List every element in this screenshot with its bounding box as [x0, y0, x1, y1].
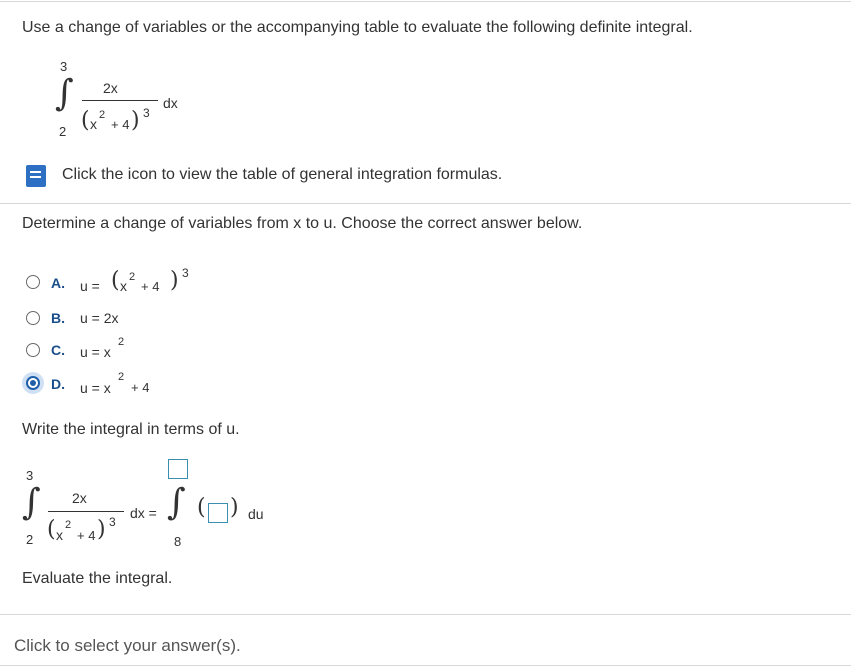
integral-lower-limit: 2 — [59, 124, 67, 139]
integral-upper-limit: 3 — [60, 59, 68, 74]
lhs-denominator-rest: + 4 — [77, 528, 96, 543]
footer-divider — [0, 614, 851, 615]
option-c-exponent: 2 — [118, 336, 125, 348]
option-b-text: u = 2x — [80, 310, 119, 326]
option-a-outer-exponent: 3 — [182, 266, 189, 280]
question-prompt: Use a change of variables or the accompanying table to evaluate the following definite integral. — [22, 19, 693, 36]
integrand-input[interactable] — [208, 503, 228, 523]
option-c-letter: C. — [51, 342, 65, 358]
denominator-rest: + 4 — [111, 117, 130, 132]
option-b-radio[interactable] — [26, 311, 40, 325]
lhs-numerator: 2x — [72, 490, 87, 506]
rhs-right-paren: ) — [230, 495, 239, 520]
u-differential: du — [248, 506, 264, 522]
rhs-integral-sign: ∫ — [167, 482, 186, 523]
bottom-divider — [0, 665, 851, 666]
option-b-letter: B. — [51, 310, 65, 326]
option-a-radio[interactable] — [26, 275, 40, 289]
fraction-bar — [82, 100, 158, 101]
top-divider — [0, 1, 851, 2]
u-lower-limit: 8 — [174, 534, 182, 549]
lhs-denominator-inner-exponent: 2 — [65, 519, 72, 531]
option-a-base: x — [120, 278, 127, 294]
footer-status[interactable]: Click to select your answer(s). — [14, 636, 241, 655]
differential: dx — [163, 95, 178, 111]
denominator-inner-exponent: 2 — [99, 109, 106, 121]
lhs-outer-exponent: 3 — [109, 515, 116, 529]
lhs-right-paren: ) — [97, 517, 106, 542]
left-paren: ( — [81, 108, 90, 133]
option-a-right-paren: ) — [170, 268, 179, 293]
part3-instruction: Evaluate the integral. — [22, 570, 173, 587]
option-d-rest: + 4 — [131, 380, 150, 395]
option-a-rest: + 4 — [141, 279, 160, 294]
lhs-integral-sign: ∫ — [22, 482, 41, 523]
integral-numerator: 2x — [103, 80, 118, 96]
part2-instruction: Write the integral in terms of u. — [22, 421, 240, 438]
option-d-lhs: u = x — [80, 380, 111, 396]
right-paren: ) — [131, 108, 140, 133]
denominator-outer-exponent: 3 — [143, 106, 150, 120]
lhs-fraction-bar — [48, 511, 124, 512]
option-a-exponent: 2 — [129, 271, 136, 283]
book-icon[interactable] — [26, 165, 46, 187]
lhs-upper-limit: 3 — [26, 468, 34, 483]
option-a-letter: A. — [51, 275, 65, 291]
option-a-lhs: u = — [80, 278, 100, 294]
lhs-differential: dx = — [130, 505, 157, 521]
option-a-left-paren: ( — [111, 268, 120, 293]
option-d-exponent: 2 — [118, 371, 125, 383]
option-c-radio[interactable] — [26, 343, 40, 357]
rhs-left-paren: ( — [197, 495, 206, 520]
part1-instruction: Determine a change of variables from x to u. Choose the correct answer below. — [22, 215, 583, 232]
option-d-letter: D. — [51, 376, 65, 392]
section-divider — [0, 203, 851, 204]
lhs-lower-limit: 2 — [26, 532, 34, 547]
option-c-lhs: u = x — [80, 344, 111, 360]
lhs-denominator-base: x — [56, 527, 63, 543]
help-link-text[interactable]: Click the icon to view the table of general integration formulas. — [62, 166, 503, 183]
integral-sign: ∫ — [55, 73, 74, 114]
denominator-base: x — [90, 116, 97, 132]
lhs-left-paren: ( — [47, 517, 56, 542]
option-d-radio[interactable] — [26, 376, 40, 390]
u-upper-limit-input[interactable] — [168, 459, 188, 479]
